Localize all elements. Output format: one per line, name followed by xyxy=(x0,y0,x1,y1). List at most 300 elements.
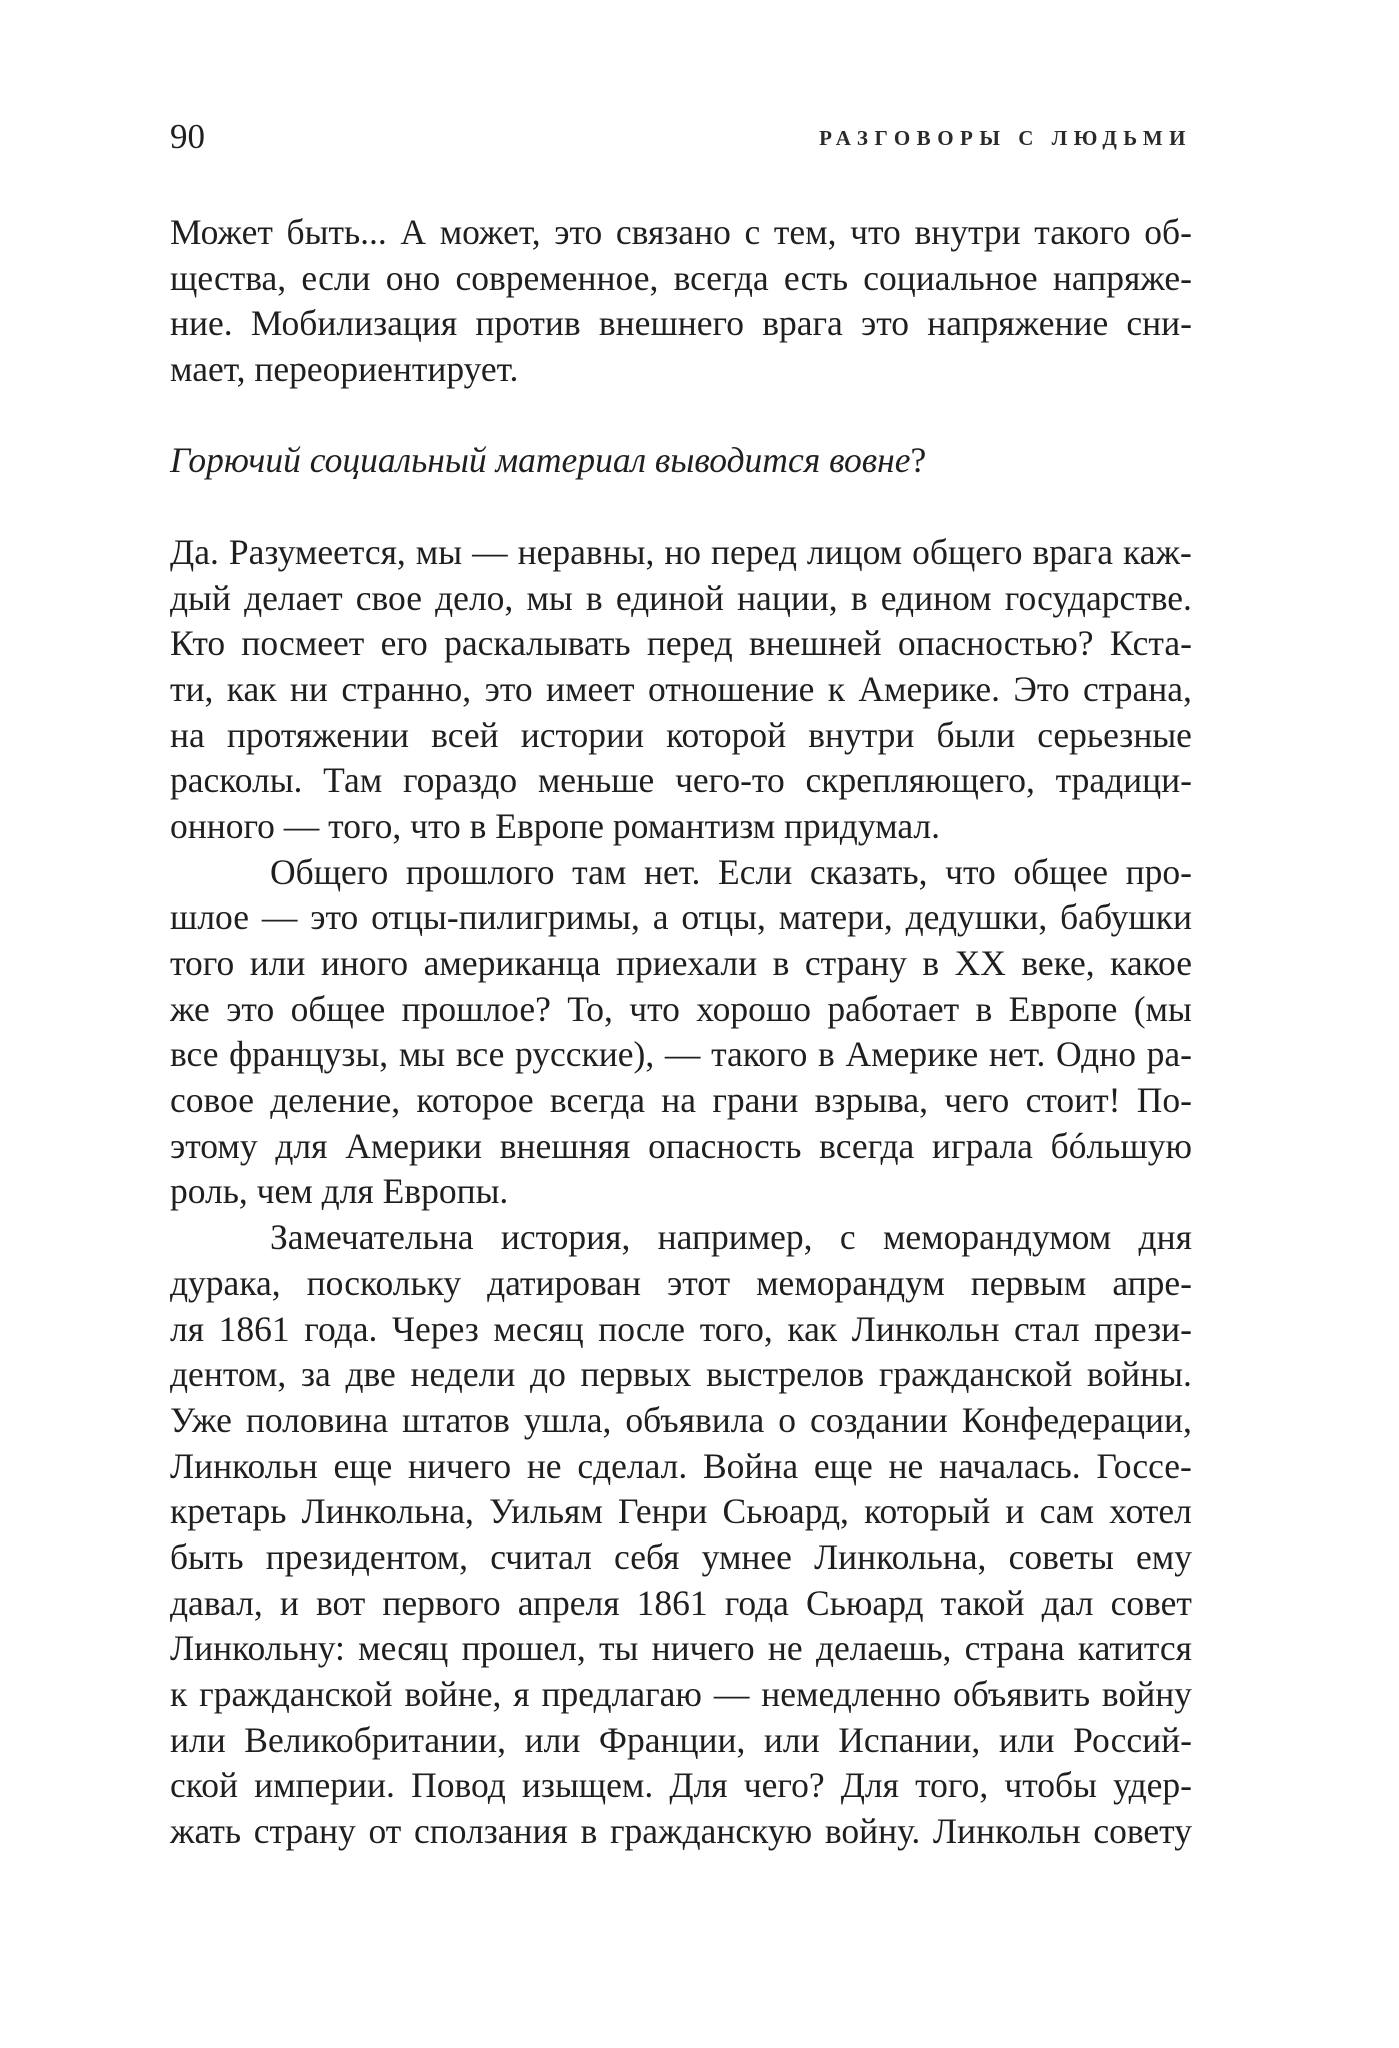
word: дый xyxy=(170,577,231,618)
word: от xyxy=(368,1811,402,1852)
word: мы xyxy=(415,531,463,572)
word: считал xyxy=(490,1536,592,1577)
word: или xyxy=(524,1719,581,1760)
word: к xyxy=(827,668,845,709)
word: чтобы xyxy=(1004,1765,1097,1806)
word: XX xyxy=(954,943,1006,983)
word: нет. xyxy=(643,851,701,892)
text-line xyxy=(170,621,1192,667)
word: опасностью? xyxy=(897,623,1094,664)
word: бабушки xyxy=(1060,897,1192,938)
word: связано xyxy=(615,212,731,252)
word: Одно xyxy=(1056,1034,1136,1075)
word: и xyxy=(1005,1491,1025,1532)
word: в xyxy=(580,1811,598,1852)
word: напряжение xyxy=(927,303,1109,344)
word: Линкольн xyxy=(851,1308,1000,1349)
text-line xyxy=(170,1718,1192,1764)
word: меньше xyxy=(537,760,655,801)
word: ничего xyxy=(651,1628,755,1669)
word: апре- xyxy=(1112,1262,1192,1303)
word: Уже xyxy=(170,1399,232,1440)
word: это xyxy=(861,303,910,344)
word: То, xyxy=(567,988,613,1029)
word: же xyxy=(170,988,210,1029)
word: войну xyxy=(1101,1674,1192,1714)
word: это xyxy=(554,212,603,252)
word: перед xyxy=(646,623,733,664)
word: ля xyxy=(170,1308,205,1349)
word: что xyxy=(629,988,680,1029)
word: французы, xyxy=(229,1034,389,1075)
word: это xyxy=(310,897,359,938)
text-line xyxy=(170,758,1192,804)
word: еще xyxy=(333,1445,393,1486)
paragraph-1 xyxy=(170,210,1192,393)
word: кретарь xyxy=(170,1491,287,1532)
word: ти, xyxy=(170,668,214,709)
word: внутри xyxy=(914,212,1021,252)
word: Разумеется, xyxy=(228,531,406,572)
text-line xyxy=(170,1444,1192,1490)
word: страна, xyxy=(1083,668,1192,709)
word: после xyxy=(598,1308,686,1349)
word: совет xyxy=(1110,1582,1192,1623)
word: общего xyxy=(912,531,1023,572)
word: общее xyxy=(290,988,386,1029)
word: или xyxy=(170,1719,226,1760)
word: в xyxy=(850,577,868,618)
word: лицом xyxy=(806,531,903,572)
word: прези- xyxy=(1094,1308,1192,1349)
text-line xyxy=(170,850,1192,896)
word: Там xyxy=(323,760,383,801)
word: протяжении xyxy=(226,714,410,755)
word: социальное xyxy=(863,257,1038,298)
word: для xyxy=(275,1125,328,1166)
word: американца xyxy=(423,943,601,983)
word: года. xyxy=(304,1308,378,1349)
text-line xyxy=(170,1581,1192,1627)
word: 1861 xyxy=(636,1582,708,1623)
word: сказать, xyxy=(809,851,928,892)
word: все xyxy=(455,1034,505,1075)
word: в xyxy=(585,577,603,618)
word: всей xyxy=(431,714,499,755)
word: войну. xyxy=(824,1811,921,1852)
word: гражданскую xyxy=(609,1811,813,1852)
word: себя xyxy=(614,1536,680,1577)
word: империи. xyxy=(254,1765,395,1806)
word: Да. xyxy=(170,531,219,572)
word: Америке xyxy=(845,1034,979,1075)
text-line xyxy=(170,1261,1192,1307)
word: Европе xyxy=(1008,988,1118,1029)
word: русские), xyxy=(515,1034,655,1075)
word: дня xyxy=(1138,1217,1192,1258)
word: работает xyxy=(827,988,960,1029)
word: войне, xyxy=(404,1674,502,1714)
word: Кста- xyxy=(1109,623,1192,664)
word: есть xyxy=(783,257,849,298)
word: всегда xyxy=(819,1125,915,1166)
word: Линкольн xyxy=(932,1811,1081,1852)
word: ты xyxy=(599,1628,639,1669)
paragraph-4 xyxy=(170,1215,1192,1855)
word: прошлое? xyxy=(401,988,551,1029)
word: меморандумом xyxy=(882,1217,1112,1258)
text-line xyxy=(170,1124,1192,1170)
word: Франции, xyxy=(598,1719,746,1760)
word: первым xyxy=(970,1262,1087,1303)
word: что xyxy=(945,851,996,892)
word: прошел, xyxy=(461,1628,586,1669)
word: бóльшую xyxy=(1050,1125,1192,1166)
word: вот xyxy=(315,1582,366,1623)
word: например, xyxy=(657,1217,813,1258)
word: Через xyxy=(391,1308,479,1349)
word: каж- xyxy=(1123,531,1192,572)
word: стал xyxy=(1014,1308,1080,1349)
word: стоит! xyxy=(1025,1080,1121,1121)
word: не xyxy=(526,1445,562,1486)
word: гражданской xyxy=(199,1674,393,1714)
paragraph-2 xyxy=(170,530,1192,850)
word: прошлого xyxy=(405,851,555,892)
word: едином xyxy=(880,577,992,618)
word: совету xyxy=(1093,1811,1192,1852)
word: Америки xyxy=(345,1125,483,1166)
word: внешняя xyxy=(499,1125,631,1166)
word: страну xyxy=(804,943,907,983)
word: Линкольн xyxy=(170,1445,318,1486)
word: Если xyxy=(718,851,793,892)
text-line xyxy=(170,1215,1192,1261)
text-line xyxy=(170,1535,1192,1581)
word: Великобритании, xyxy=(244,1719,507,1760)
word: Линкольна, xyxy=(814,1536,987,1577)
word: поскольку xyxy=(306,1262,462,1303)
word: серьезные xyxy=(1037,714,1192,755)
paragraph-gap xyxy=(170,393,1192,439)
word: которое xyxy=(416,1080,534,1121)
word: быть xyxy=(170,1536,244,1577)
word: врага xyxy=(1032,531,1114,572)
word: государстве. xyxy=(1004,577,1192,618)
word: свое xyxy=(355,577,422,618)
word: современное, xyxy=(455,257,659,298)
text-line xyxy=(170,1809,1192,1855)
word: как xyxy=(787,1308,838,1349)
word: советы xyxy=(1008,1536,1114,1577)
word: внешнего xyxy=(598,303,744,344)
word: оно xyxy=(385,257,441,298)
word: неравны, xyxy=(517,531,655,572)
word: По- xyxy=(1136,1080,1192,1121)
word: взрыва, xyxy=(814,1080,928,1121)
word: Может xyxy=(170,212,273,252)
word: история, xyxy=(500,1217,631,1258)
word: объявить xyxy=(952,1674,1091,1714)
word: давал, xyxy=(170,1582,263,1623)
word: страну xyxy=(253,1811,356,1852)
text-line xyxy=(170,301,1192,347)
word: или xyxy=(249,943,306,983)
word: мы xyxy=(398,1034,446,1075)
word: ему xyxy=(1135,1536,1192,1577)
word: имеет xyxy=(546,668,635,709)
paragraph-gap xyxy=(170,484,1192,530)
word: это xyxy=(484,668,533,709)
word: А xyxy=(400,212,427,252)
word: тем, xyxy=(773,212,837,252)
question-text: Горючий социальный материал выводится вовне xyxy=(170,440,911,481)
word: 1861 xyxy=(218,1308,290,1349)
word: — xyxy=(472,531,508,572)
word: — xyxy=(664,1034,701,1075)
word: Линкольну: xyxy=(170,1628,345,1669)
word: ской xyxy=(170,1765,238,1806)
word: деление, xyxy=(270,1080,401,1121)
word: ушла, xyxy=(523,1399,612,1440)
word: приехали xyxy=(616,943,758,983)
word: в xyxy=(818,1034,835,1075)
word: Линкольна, xyxy=(301,1491,474,1532)
word: ни xyxy=(289,668,328,709)
word: об- xyxy=(1144,212,1192,252)
word: это xyxy=(226,988,275,1029)
word: может, xyxy=(439,212,541,252)
text-line xyxy=(170,1307,1192,1353)
word: грани xyxy=(712,1080,799,1121)
word: — xyxy=(713,1674,750,1714)
word: посмеет xyxy=(241,623,365,664)
word: Кто xyxy=(170,623,226,664)
word: там xyxy=(572,851,627,892)
word: делаешь, xyxy=(815,1628,952,1669)
word: умнее xyxy=(701,1536,792,1577)
word: все xyxy=(170,1034,219,1075)
word: дентом, xyxy=(170,1354,287,1395)
word: Генри xyxy=(618,1491,708,1532)
word: всегда xyxy=(549,1080,646,1121)
word: как xyxy=(226,668,277,709)
word: недели xyxy=(410,1354,516,1395)
word: Общего xyxy=(270,851,389,892)
word: дедушки, xyxy=(905,897,1048,938)
text-line xyxy=(170,987,1192,1033)
text-line xyxy=(170,941,1192,987)
word: на xyxy=(170,714,205,755)
word: года xyxy=(724,1582,789,1623)
word: еще xyxy=(813,1445,873,1486)
word: хотел xyxy=(1109,1491,1192,1532)
word: играла xyxy=(932,1125,1033,1166)
text-line: онного — того, что в Европе романтизм придумал. xyxy=(170,805,941,846)
body-text xyxy=(170,210,1192,1855)
text-line: роль, чем для Европы. xyxy=(170,1171,509,1212)
text-line xyxy=(170,1672,1192,1718)
word: истории xyxy=(520,714,645,755)
word: нет. xyxy=(988,1034,1046,1075)
word: дал xyxy=(1041,1582,1094,1623)
word: или xyxy=(763,1719,820,1760)
word: сделал. xyxy=(577,1445,688,1486)
word: гражданской xyxy=(878,1354,1073,1395)
word: Сьюард xyxy=(806,1582,924,1623)
word: расколы. xyxy=(170,760,303,801)
word: — xyxy=(261,897,298,938)
word: были xyxy=(936,714,1016,755)
word: того, xyxy=(915,1765,989,1806)
word: странно, xyxy=(341,668,472,709)
word: матери, xyxy=(778,897,893,938)
word: предлагаю xyxy=(541,1674,702,1714)
word: сам xyxy=(1039,1491,1095,1532)
word: дурака, xyxy=(170,1262,281,1303)
word: этот xyxy=(667,1262,731,1303)
word: ра- xyxy=(1146,1034,1192,1075)
word: Испании, xyxy=(838,1719,981,1760)
word: ничего xyxy=(408,1445,512,1486)
word: Сьюард, xyxy=(722,1491,849,1532)
word: апреля xyxy=(517,1582,620,1623)
word: опасность xyxy=(648,1125,802,1166)
word: отношение xyxy=(647,668,815,709)
word: не xyxy=(888,1445,924,1486)
word: того xyxy=(170,943,235,983)
word: нации, xyxy=(737,577,838,618)
text-line xyxy=(170,667,1192,713)
word: напряже- xyxy=(1052,257,1192,298)
word: за xyxy=(300,1354,331,1395)
text-line xyxy=(170,530,1192,576)
word: началась. xyxy=(939,1445,1081,1486)
word: не xyxy=(767,1628,803,1669)
word: немедленно xyxy=(761,1674,942,1714)
word: единой xyxy=(615,577,724,618)
word: в xyxy=(772,943,790,983)
word: внешней xyxy=(749,623,882,664)
word: такой xyxy=(940,1582,1025,1623)
word: жать xyxy=(170,1811,242,1852)
text-line xyxy=(170,1626,1192,1672)
text-line xyxy=(170,713,1192,759)
word: к xyxy=(170,1674,188,1714)
word: Это xyxy=(1013,668,1070,709)
word: чего xyxy=(944,1080,1010,1121)
word: Конфедерации, xyxy=(961,1399,1192,1440)
word: о xyxy=(778,1399,796,1440)
running-title: РАЗГОВОРЫ С ЛЮДЬМИ xyxy=(819,126,1192,150)
word: против xyxy=(475,303,581,344)
word: его xyxy=(380,623,428,664)
question-mark: ? xyxy=(910,440,927,481)
word: катится xyxy=(1077,1628,1192,1669)
word: если xyxy=(301,257,371,298)
word: Госсе- xyxy=(1096,1445,1192,1486)
word: с xyxy=(744,212,761,252)
word: страна xyxy=(964,1628,1065,1669)
word: отцы-пилигримы, xyxy=(371,897,640,938)
word: Мобилизация xyxy=(250,303,458,344)
word: на xyxy=(661,1080,697,1121)
word: того, xyxy=(699,1308,773,1349)
word: первого xyxy=(382,1582,501,1623)
word: врага xyxy=(762,303,843,344)
word: чего? xyxy=(743,1765,825,1806)
paragraph-3 xyxy=(170,850,1192,1216)
word: Повод xyxy=(411,1765,506,1806)
word: про- xyxy=(1125,851,1192,892)
word: мы xyxy=(526,577,573,618)
word: гораздо xyxy=(402,760,518,801)
word: и xyxy=(279,1582,299,1623)
word: что xyxy=(850,212,901,252)
word: но xyxy=(664,531,702,572)
word: скрепляющего, xyxy=(805,760,1035,801)
word: объявила xyxy=(625,1399,765,1440)
word: какое xyxy=(1110,943,1192,983)
text-line xyxy=(170,895,1192,941)
interviewer-question xyxy=(170,438,1192,484)
text-line xyxy=(170,1078,1192,1124)
word: чего-то xyxy=(675,760,785,801)
word: или xyxy=(998,1719,1055,1760)
word: которой xyxy=(666,714,787,755)
word: внутри xyxy=(808,714,915,755)
word: такого xyxy=(711,1034,808,1075)
word: отцы, xyxy=(681,897,766,938)
word: Для xyxy=(840,1765,899,1806)
word: такого xyxy=(1034,212,1131,252)
word: делает xyxy=(244,577,343,618)
word: датирован xyxy=(487,1262,642,1303)
word: иного xyxy=(320,943,409,983)
word: первых xyxy=(580,1354,692,1395)
word: сни- xyxy=(1126,303,1192,344)
word: президентом, xyxy=(265,1536,469,1577)
word: (мы xyxy=(1133,988,1192,1029)
text-line xyxy=(170,576,1192,622)
word: Замечательна xyxy=(270,1217,474,1258)
word: быть... xyxy=(286,212,387,252)
text-line: мает, переориентирует. xyxy=(170,349,519,390)
word: в xyxy=(975,988,993,1029)
word: Америке. xyxy=(858,668,1000,709)
word: этому xyxy=(170,1125,258,1166)
text-line xyxy=(170,1352,1192,1398)
word: традици- xyxy=(1055,760,1192,801)
word: раскалывать xyxy=(444,623,631,664)
word: я xyxy=(513,1674,530,1714)
word: меморандум xyxy=(756,1262,945,1303)
text-line xyxy=(170,1763,1192,1809)
word: месяц xyxy=(493,1308,584,1349)
text-line xyxy=(170,1489,1192,1535)
word: сползания xyxy=(413,1811,568,1852)
page-header xyxy=(170,112,1192,162)
word: изыщем. xyxy=(521,1765,654,1806)
word: дело, xyxy=(435,577,514,618)
word: в xyxy=(922,943,940,983)
text-line xyxy=(170,1398,1192,1444)
word: Россий- xyxy=(1073,1719,1192,1760)
page-number: 90 xyxy=(170,117,205,156)
word: который xyxy=(864,1491,991,1532)
word: создании xyxy=(810,1399,948,1440)
word: общее xyxy=(1013,851,1109,892)
